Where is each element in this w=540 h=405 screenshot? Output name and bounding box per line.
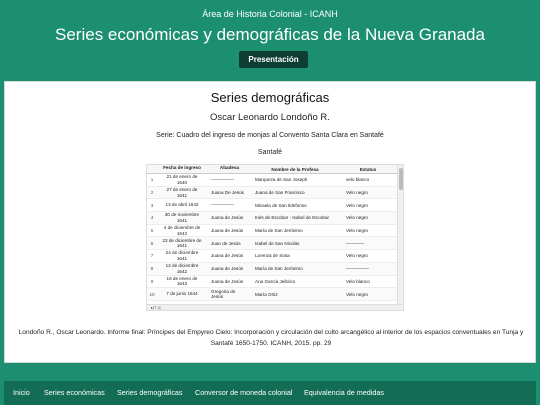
cell-profesa: Juana de San Francisco [255,190,305,196]
cell-fecha-line: 1641 [176,192,188,198]
table-row [147,288,398,301]
cell-fecha-line: 24 de diciembre [165,250,199,256]
cell-estatus: Velo negro [346,291,368,297]
cell-fecha-line: 1643 [176,281,188,287]
cell-estatus: Velo negro [346,253,368,259]
author-name: Oscar Leonardo Londoño R. [210,112,330,123]
cell-fecha [157,250,207,261]
cell-estatus: Velo negro [346,190,368,196]
row-number: 4 [150,215,154,221]
cell-fecha-line: 7 de junio 1644 [166,291,198,297]
presentacion-button[interactable]: Presentación [239,51,308,68]
cell-profesa: María Ortiz [255,291,278,297]
column-header: Estatus [359,167,377,172]
cell-abadesa [207,228,252,234]
cell-abadesa [207,215,252,221]
cell-abadesa [207,253,252,259]
cell-profesa: Micaela de San Ildefonso [255,202,307,208]
table-row [147,276,398,289]
cell-abadesa [207,190,252,196]
cell-estatus: ———— [346,240,365,246]
cell-estatus: Velo blanco [346,278,370,284]
cell-fecha-line: 13 de abril 1642 [165,202,199,208]
cell-fecha [157,276,207,287]
cell-profesa: Ana García Jeibóco [255,278,296,284]
page-title: Series demográficas [210,90,330,105]
table-row [147,187,398,200]
cell-abadesa-line: Gregoria de [211,288,236,294]
cell-fecha [157,202,207,208]
vertical-scrollbar[interactable] [397,165,403,306]
row-number: 5 [150,228,154,234]
table-header [147,165,398,174]
cell-estatus: Velo negro [346,202,368,208]
cell-profesa: María de San Jerónimo [255,228,303,234]
cell-fecha [157,174,207,185]
cell-fecha-line: 16 de enero de [166,275,198,281]
cell-profesa: María de San Jerónimo [255,266,303,272]
column-header: Fecha de ingreso [163,165,201,170]
site-header [0,0,540,74]
cell-abadesa-line: Juana de Jesús [211,265,244,271]
cell-abadesa-line: Juan de Jesús [211,240,241,246]
cell-abadesa-line: Juana de Jesús [211,278,244,284]
cell-profesa: Isabel de San Nicolás [255,240,300,246]
row-number: 9 [150,278,154,284]
cell-fecha [157,212,207,223]
cell-abadesa-line: Juana de Jesús [211,227,244,233]
cell-fecha-line: 4 de diciembre de [163,225,201,231]
scroll-thumb[interactable] [399,168,403,190]
citation-text: Londoño R., Oscar Leonardo. Informe final: Príncipes del Empyreo Cielo: Incorporación y circulación del culto arcangélico al interior de los espacios conventuales en Tunja y Santafé 1650-1750. ICANH, 2015. pp. 29 [18,329,524,347]
table-row [147,263,398,276]
cell-fecha [157,225,207,236]
nav-conversor-moneda[interactable]: Conversor de moneda colonial [195,388,293,397]
cell-fecha-line: 1641 [176,217,188,223]
cell-fecha [157,263,207,274]
cell-fecha-line: 30 de noviembre [164,212,200,218]
nav-equivalencia-medidas[interactable]: Equivalencia de medidas [304,388,384,397]
cell-fecha-line: 27 de enero de [166,187,198,193]
row-number: 8 [150,266,154,272]
table-row [147,237,398,250]
cell-profesa: Marqueza de San Joseph [255,177,308,183]
table-row [147,174,398,187]
cell-abadesa [207,177,252,183]
cell-fecha-line: 1641 [176,255,188,261]
cell-abadesa [207,289,252,300]
cell-fecha-line: 1642 [176,268,188,274]
row-number: 1 [150,177,154,183]
cell-abadesa-line: Juana de Jesús [211,253,244,259]
column-header: Nombre de la Profesa [271,167,319,172]
table-row [147,250,398,263]
cell-profesa: Lorenza de Sosa [255,253,290,259]
cell-abadesa-line: Juana de Jesús [211,215,244,221]
cell-fecha-line: 21 de enero de [166,174,198,180]
institution-label: Área de Historia Colonial - ICANH [202,9,338,19]
cell-fecha-line: 12 de diciembre [165,263,199,269]
spreadsheet-embed[interactable] [146,164,404,311]
nav-series-demograficas[interactable]: Series demográficas [117,388,183,397]
site-title: Series económicas y demográficas de la Nueva Granada [55,25,485,44]
table-row [147,212,398,225]
cell-fecha [157,187,207,198]
cell-abadesa-line: ————— [211,202,234,208]
cell-abadesa [207,241,252,247]
row-number: 2 [150,190,154,196]
table-row [147,199,398,212]
cell-abadesa-line: Jesús [211,294,224,300]
cell-abadesa [207,266,252,272]
column-header: Abadesa [219,165,240,170]
cell-abadesa-line: ————— [211,177,234,183]
table-body [147,174,398,301]
nav-inicio[interactable]: Inicio [13,388,30,397]
cell-estatus: Velo negro [346,228,368,234]
cell-fecha [157,238,207,249]
table-row [147,225,398,238]
cell-abadesa [207,279,252,285]
cell-fecha-line: 1641 [176,243,188,249]
content-panel [4,81,536,363]
row-number: 3 [150,202,154,208]
row-number: 6 [150,240,154,246]
sheet-tab-bar[interactable]: ▸|T J| [147,304,404,310]
serie-title: Serie: Cuadro del ingreso de monjas al Convento Santa Clara en Santafé [156,132,384,139]
serie-subtitle: Santafé [257,149,283,156]
cell-abadesa-line: Juana De Jesús [211,189,244,195]
cell-fecha [157,291,207,297]
row-number: 7 [150,253,154,259]
cell-fecha-line: 1642 [176,230,188,236]
cell-profesa: Inés de Escobar - Isabel de Escobar [255,215,330,221]
row-number-header [147,165,157,173]
bottom-nav [4,381,536,405]
row-number: 10 [149,291,155,297]
cell-estatus: ————— [346,266,369,272]
cell-fecha-line: 23 de diciembre de [162,237,202,243]
data-table [147,165,398,301]
cell-fecha-line: 1640 [176,179,188,185]
cell-estatus: Velo negro [346,215,368,221]
cell-abadesa [207,202,252,208]
nav-series-economicas[interactable]: Series económicas [44,388,105,397]
cell-estatus: velo blanco [346,177,370,183]
